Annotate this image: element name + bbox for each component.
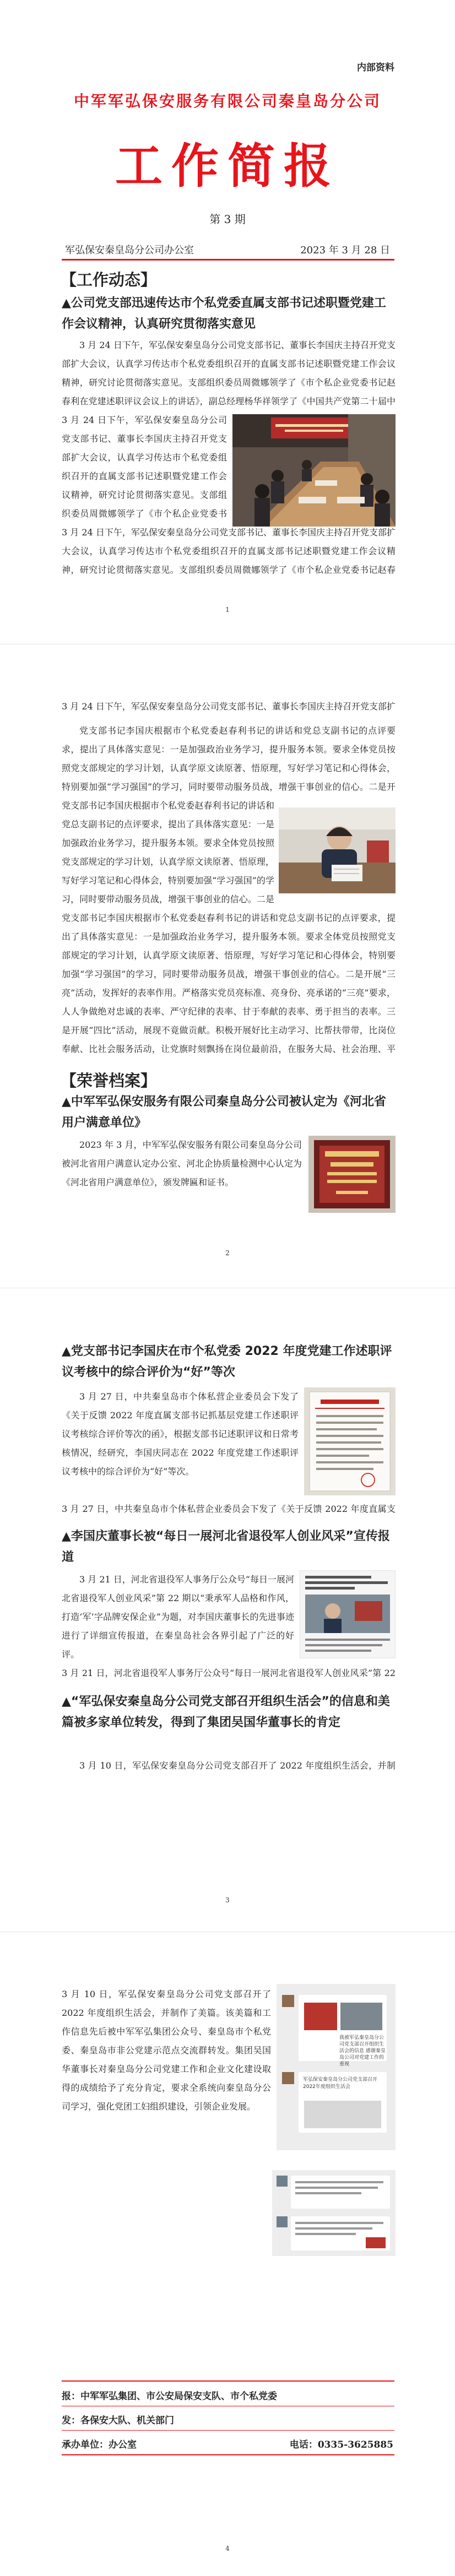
- issuer: 军弘保安秦皇岛分公司办公室: [65, 245, 194, 256]
- page-3: [0, 1288, 455, 1932]
- honor-1-title: ▲中军军弘保安服务有限公司秦皇岛分公司被认定为《河北省用户满意单位》: [62, 1095, 386, 1130]
- footer-phone-line: [290, 2437, 393, 2450]
- page-4: [0, 1932, 455, 2576]
- work-news-para1-lead: 3 月 24 日下午，军弘保安秦皇岛分公司党支部书记、董事长李国庆主持召开党支部扩大会议，认真学习传达市个私党委组织召开的直属支部书记述职暨党建工作会议精神，研究讨论贯彻落实意见。支部组织委员周微娜领学了《市个私企业党委书记赵春利在党建述职评议会议上的讲话》，副总经理杨华祥领学了《中国共产党第二十届中: [62, 340, 396, 406]
- honor-2-para-tail: 3 月 27 日，中共秦皇岛市个体私营企业委员会下发了《关于反馈 2022 年度直属支: [62, 1504, 396, 1514]
- footer-phone-label: 电话：: [289, 2439, 318, 2450]
- section-work-news: 【工作动态】: [61, 270, 157, 289]
- honor-4-para-lead: 3 月 10 日，军弘保安秦皇岛分公司党支部召开了 2022 年度组织生活会，并制: [79, 1760, 396, 1771]
- footer-phone-value: 0335-3625885: [317, 2439, 393, 2450]
- work-news-headline: ▲公司党支部迅速传达市个私党委直属支部书记述职暨党建工作会议精神，认真研究贯彻落实意见: [62, 296, 386, 331]
- footer-report-line: [62, 2388, 394, 2402]
- honor-4-para-wrap: 3 月 10 日，军弘保安秦皇岛分公司党支部召开了 2022 年度组织生活会，并制作了美篇。该美篇和工作信息先后被中军军弘集团公众号、秦皇岛市个私党委、秦皇岛市非公党建示范点交流群转发。集团吴国华董事长对秦皇岛分公司党建工作和企业文化建设取得的成绩给予了充分肯定，要求全系统向秦皇岛分公司学习，强化党团工妇组织建设，引领企业发展。: [62, 1989, 271, 2112]
- honor-3-title: ▲李国庆董事长被“每日一展河北省退役军人创业风采”宣传报道: [62, 1530, 390, 1564]
- section-honors: 【荣誉档案】: [61, 1071, 157, 1090]
- footer-office-label: 承办单位：: [62, 2439, 109, 2450]
- internal-label: 内部资料: [357, 62, 394, 73]
- chat-message-2: 军弘保安秦皇岛分公司党支部召开2022年度组织生活会: [303, 2077, 378, 2090]
- work-news-para1-wrap: 3 月 24 日下午，军弘保安秦皇岛分公司党支部书记、董事长李国庆主持召开党支部扩大会议，认真学习传达市个私党委组织召开的直属支部书记述职暨党建工作会议精神，研究讨论贯彻落实意见。支部组织委员周微娜领学了《市个私企业党委书: [62, 415, 227, 519]
- footer-send-value: 各保安大队、机关部门: [80, 2415, 174, 2426]
- footer-report-label: 报：: [62, 2391, 80, 2402]
- wechat-article-photo: [300, 1570, 396, 1658]
- page-1: [0, 0, 455, 644]
- meeting-photo: [232, 414, 396, 527]
- company-name: 中军军弘保安服务有限公司秦皇岛分公司: [73, 92, 381, 110]
- honor-2-title: ▲党支部书记李国庆在市个私党委 2022 年度党建工作述职评议考核中的综合评价为“好”等次: [62, 1344, 392, 1379]
- issue-number: 第 3 期: [209, 213, 246, 226]
- work-news-para1-end: 3 月 24 日下午，军弘保安秦皇岛分公司党支部书记、董事长李国庆主持召开党支部扩: [62, 701, 396, 712]
- page-number: 1: [225, 606, 230, 614]
- honor-4-title: ▲“军弘保安秦皇岛分公司党支部召开组织生活会”的信息和美篇被多家单位转发，得到了集团吴国华董事长的肯定: [62, 1695, 390, 1729]
- work-news-para2-wrap: 党支部书记李国庆根据市个私党委赵春利书记的讲话和党总支副书记的点评要求，提出了具体落实意见：一是加强政治业务学习，提升服务本领。要求全体党员按照党支部规定的学习计划，认真学原文读原著、悟原理，写好学习笔记和心得体会，特别要加强“学习强国”的学习，同时要带动服务员战，增强干事创业的信心。二是: [62, 800, 274, 904]
- chat-screenshot-top: [277, 1984, 396, 2150]
- page-number: 3: [225, 1896, 230, 1904]
- study-photo: [279, 807, 396, 893]
- chat-message-1: 我被军弘秦皇岛分公司党支部召开组织生活会的信息 感谢秦皇岛公司对党建工作的重视: [339, 2035, 386, 2067]
- footer-divider-bottom: [62, 2454, 394, 2455]
- bulletin-title: 工作简报: [115, 138, 340, 194]
- honor-2-para-wrap: 3 月 27 日，中共秦皇岛市个体私营企业委员会下发了《关于反馈 2022 年度直属支部书记抓基层党建工作述职评议考核综合评价等次的函》，根据支部书记述职评议和日常考核情况，经研究，李国庆同志在 2022 年度党建工作述职评议考核中的综合评价为“好”等次。: [62, 1391, 299, 1477]
- honor-3-para-wrap: 3 月 21 日，河北省退役军人事务厅公众号“每日一展河北省退役军人创业风采”第 22 期以“秉承军人品格和作风，打造‘军’字品牌安保企业”为题，对李国庆董事长的先进事迹进行了详细宣传报道，在秦皇岛社会各界引起了广泛的好评。: [62, 1574, 294, 1660]
- honor-1-para: 2023 年 3 月，中军军弘保安服务有限公司秦皇岛分公司被河北省用户满意认定办公室、河北企协质量检测中心认定为《河北省用户满意单位》，颁发牌匾和证书。: [62, 1140, 302, 1187]
- work-news-para1-tail: 3 月 24 日下午，军弘保安秦皇岛分公司党支部书记、董事长李国庆主持召开党支部扩大会议，认真学习传达市个私党委组织召开的直属支部书记述职暨党建工作会议精神，研究讨论贯彻落实意见。支部组织委员周微娜领学了《市个私企业党委书记赵春: [62, 527, 396, 575]
- work-news-para2-tail: 党支部书记李国庆根据市个私党委赵春利书记的讲话和党总支副书记的点评要求，提出了具体落实意见：一是加强政治业务学习，提升服务本领。要求全体党员按照党支部规定的学习计划，认真学原文读原著、悟原理，写好学习笔记和心得体会，特别要加强“学习强国”的学习，同时要带动服务员战，增强干事创业的信心。二是开展“三亮”活动，发挥好的表率作用。严格落实党员亮标准、亮身份、亮承诺的“三亮”要求，人人争做绝对忠诚的表率、严守纪律的表率、甘于奉献的表率、勇于担当的表率。三是开展“四比”活动，展现不竟做贡献。积极开展好比主动学习、比帮扶带带，比岗位奉献、比社会服务活动，让党旗时刻飘扬在岗位最前沿，在服务大局、社会治理、平: [62, 913, 396, 1054]
- footer-office-value: 办公室: [109, 2439, 137, 2450]
- work-news-para2-lead: 党支部书记李国庆根据市个私党委赵春利书记的讲话和党总支副书记的点评要求，提出了具体落实意见：一是加强政治业务学习，提升服务本领。要求全体党员按照党支部规定的学习计划，认真学原文读原著、悟原理，写好学习笔记和心得体会，特别要加强“学习强国”的学习，同时要带动服务员战，增强干事创业的信心。二是开: [62, 725, 396, 792]
- honor-3-para-tail: 3 月 21 日，河北省退役军人事务厅公众号“每日一展河北省退役军人创业风采”第 22: [62, 1668, 396, 1678]
- issue-date: 2023 年 3 月 28 日: [300, 245, 390, 256]
- plaque-photo: [308, 1136, 396, 1213]
- page-number: 4: [225, 2545, 230, 2552]
- footer-send-line: [62, 2412, 394, 2426]
- footer-send-label: 发：: [62, 2415, 80, 2426]
- page-2: [0, 644, 455, 1288]
- page-number: 2: [225, 1249, 230, 1257]
- footer-divider-mid2: [62, 2430, 394, 2431]
- header-divider: [62, 259, 394, 261]
- notice-document-photo: [304, 1387, 396, 1495]
- footer-divider-top: [62, 2380, 394, 2382]
- chat-screenshot-bottom: [272, 2170, 396, 2256]
- footer-report-value: 中军军弘集团、市公安局保安支队、市个私党委: [80, 2391, 277, 2402]
